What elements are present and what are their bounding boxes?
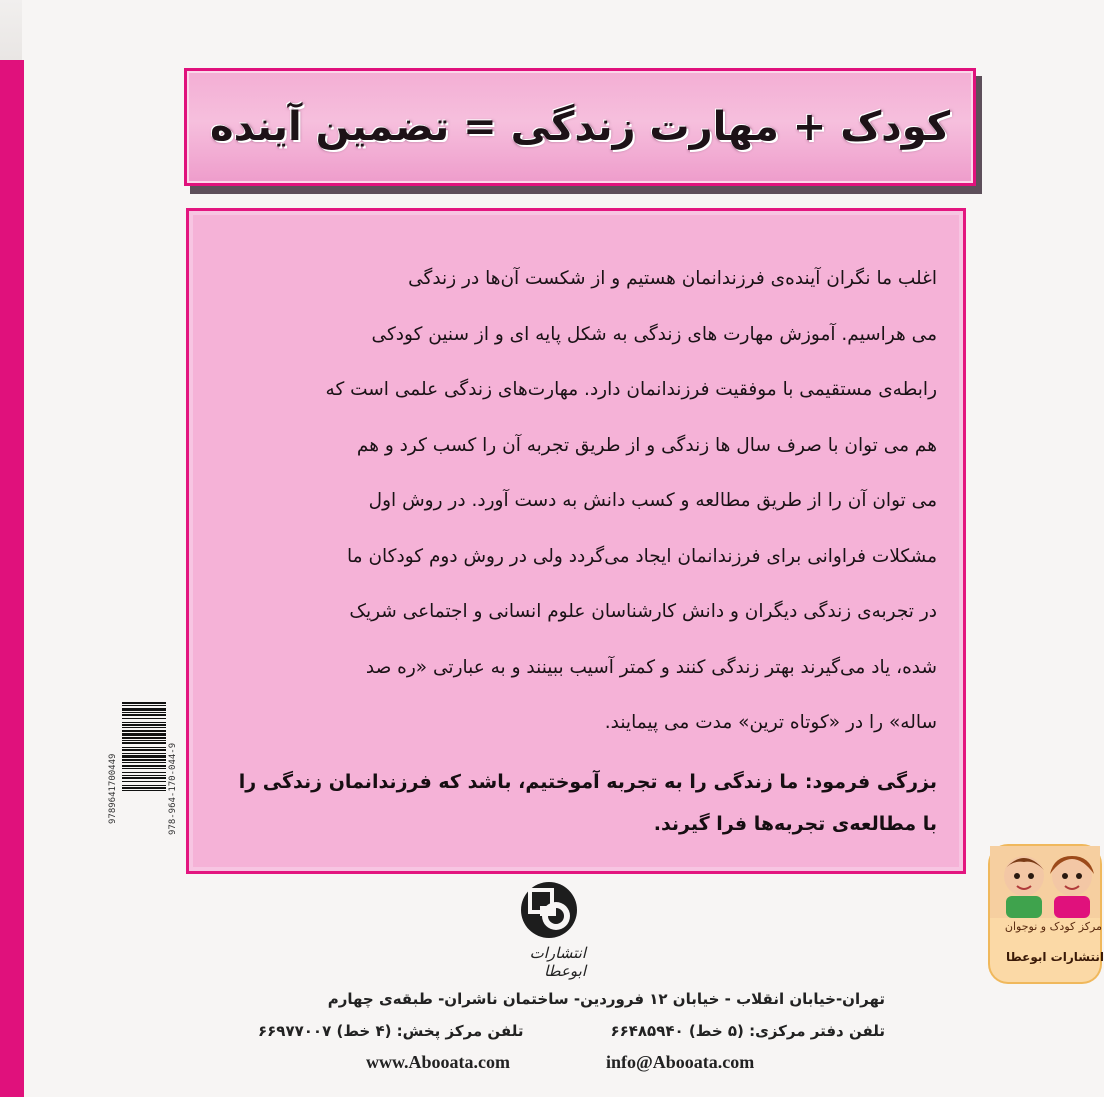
publisher-email: info@Abooata.com (606, 1052, 755, 1072)
publisher-name: انتشارات ابوعطا (529, 944, 586, 980)
barcode-digits: 9789641700449 (108, 753, 118, 825)
description-paragraph (217, 251, 937, 751)
series-badge (968, 846, 1104, 986)
children-illustration-icon (990, 846, 1100, 918)
description-box (186, 208, 966, 874)
distribution-phone: تلفن مرکز پخش: (۴ خط) ۶۶۹۷۷۰۰۷ (258, 1022, 524, 1040)
description-line: اغلب ما نگران آینده‌ی فرزندانمان هستیم و از شکست آن‌ها در زندگی (408, 268, 937, 289)
description-line: رابطه‌ی مستقیمی با موفقیت فرزندانمان دارد. مهارت‌های زندگی علمی است که (325, 379, 937, 400)
description-line: می هراسیم. آموزش مهارت های زندگی به شکل پایه ای و از سنین کودکی (371, 323, 937, 345)
series-badge-line2: انتشارات ابوعطا (1005, 950, 1104, 964)
quote-line: با مطالعه‌ی تجربه‌ها فرا گیرند. (653, 812, 937, 835)
series-badge-line1: مرکز کودک و نوجوان (1004, 920, 1102, 933)
spine-stripe (0, 60, 24, 1097)
spine-edge (0, 0, 22, 60)
description-line: ساله» را در «کوتاه ترین» مدت می پیمایند. (604, 712, 937, 733)
quote-paragraph (217, 761, 937, 845)
description-line: می توان آن را از طریق مطالعه و کسب دانش به دست آورد. در روش اول (368, 490, 937, 511)
publisher-logo-icon (518, 878, 580, 942)
publisher-logo (512, 878, 586, 982)
book-title: کودک + مهارت زندگی = تضمین آینده (209, 104, 951, 150)
isbn-barcode (108, 700, 182, 878)
title-banner (184, 68, 976, 186)
description-line: هم می توان با صرف سال ها زندگی و از طریق تجربه آن را کسب کرد و هم (356, 434, 937, 456)
office-phone: تلفن دفتر مرکزی: (۵ خط) ۶۶۴۸۵۹۴۰ (610, 1022, 885, 1040)
isbn-text: 978-964-170-044-9 (168, 742, 178, 836)
publisher-website: www.Abooata.com (366, 1052, 510, 1072)
description-line: شده، یاد می‌گیرند بهتر زندگی کنند و کمتر آسیب ببینند و به عبارتی «ره صد (365, 656, 937, 678)
publisher-address: تهران-خیابان انقلاب - خیابان ۱۲ فروردین- ساختمان ناشران- طبقه‌ی چهارم (327, 990, 885, 1008)
quote-line: بزرگی فرمود: ما زندگی را به تجربه آموختیم، باشد که فرزندانمان زندگی را (238, 770, 937, 793)
description-line: مشکلات فراوانی برای فرزندانمان ایجاد می‌گردد ولی در روش دوم کودکان ما (347, 545, 937, 567)
description-line: در تجربه‌ی زندگی دیگران و دانش کارشناسان علوم انسانی و اجتماعی شریک (349, 601, 937, 622)
barcode-bars (120, 700, 168, 878)
